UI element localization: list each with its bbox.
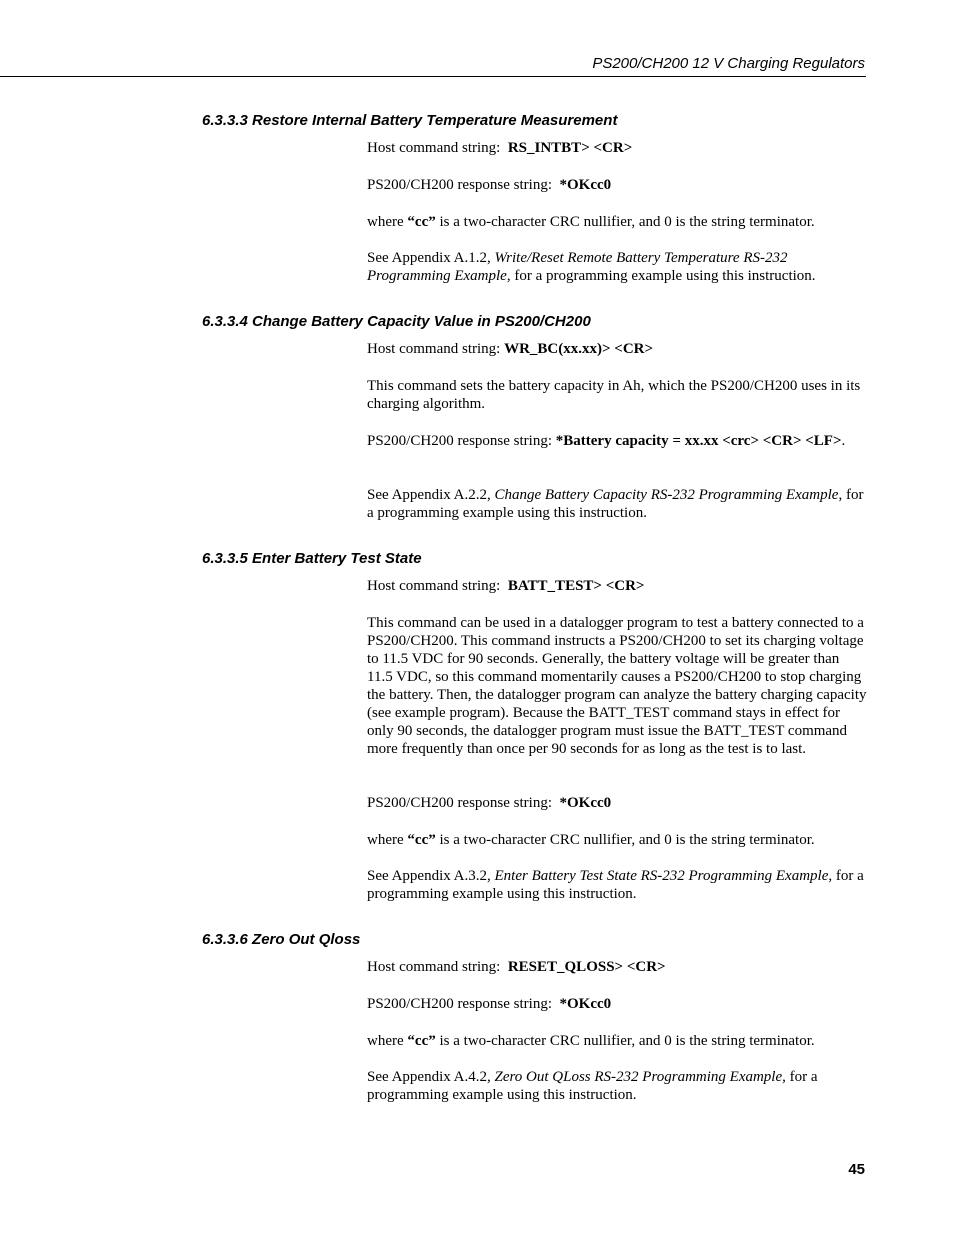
see-appendix-paragraph — [367, 1068, 867, 1104]
where-label: where — [367, 1033, 408, 1049]
response-paragraph — [367, 794, 867, 812]
see-appendix-paragraph — [367, 867, 867, 903]
where-text: is a two-character CRC nullifier, and 0 is the string terminator. — [435, 832, 815, 848]
running-title: PS200/CH200 12 V Charging Regulators — [592, 55, 865, 72]
response-paragraph — [367, 176, 867, 194]
section-heading-6-3-3-6: 6.3.3.6 Zero Out Qloss — [202, 931, 361, 948]
see-appendix-paragraph — [367, 486, 867, 522]
host-command-label: Host command string: — [367, 959, 508, 975]
host-command-label: Host command string: — [367, 578, 508, 594]
where-cc: “cc” — [407, 214, 436, 230]
response-label: PS200/CH200 response string: — [367, 433, 556, 449]
see-appendix-paragraph — [367, 249, 867, 285]
response-paragraph — [367, 995, 867, 1013]
description-paragraph: This command can be used in a datalogger program to test a battery connected to a PS200/CH200. This command instructs a PS200/CH200 to set its charging voltage to 11.5 VDC for 90 seconds. Generally, the battery voltage will be greater than 11.5 VDC, so this command momentarily causes a PS200/CH200 to stop charging the battery. Then, the datalogger program can analyze the battery charging capacity (see example program). Because the BATT_TEST command stays in effect for only 90 seconds, the datalogger program must issue the BATT_TEST command more frequently than once per 90 seconds for as long as the test is to last. — [367, 615, 867, 757]
section-heading-6-3-3-5: 6.3.3.5 Enter Battery Test State — [202, 550, 422, 567]
where-cc: “cc” — [407, 1033, 436, 1049]
where-paragraph — [367, 831, 867, 849]
host-command-paragraph — [367, 958, 867, 976]
response-value: *OKcc0 — [559, 177, 612, 193]
where-paragraph — [367, 1032, 867, 1050]
see-appendix-text: , for a programming example using this instruction. — [506, 268, 816, 284]
response-end: . — [841, 433, 846, 449]
where-text: is a two-character CRC nullifier, and 0 is the string terminator. — [435, 214, 815, 230]
where-label: where — [367, 214, 408, 230]
appendix-title: Write/Reset Remote Battery Temperature RS-232 Programming Example — [367, 250, 788, 284]
where-label: where — [367, 832, 408, 848]
section-heading-6-3-3-4: 6.3.3.4 Change Battery Capacity Value in PS200/CH200 — [202, 313, 591, 330]
response-label: PS200/CH200 response string: — [367, 996, 560, 1012]
host-command-paragraph — [367, 139, 867, 157]
see-appendix-label: See Appendix A.2.2, — [367, 487, 495, 503]
see-appendix-label: See Appendix A.4.2, — [367, 1069, 495, 1085]
host-command-paragraph — [367, 577, 867, 595]
host-command-value: BATT_TEST> <CR> — [507, 578, 645, 594]
host-command-value: RESET_QLOSS> <CR> — [507, 959, 666, 975]
response-value: *OKcc0 — [559, 795, 612, 811]
response-value: *OKcc0 — [559, 996, 612, 1012]
section-heading-6-3-3-3: 6.3.3.3 Restore Internal Battery Temperature Measurement — [202, 112, 618, 129]
appendix-title: Enter Battery Test State RS-232 Programming Example — [494, 868, 829, 884]
see-appendix-text: , for a programming example using this instruction. — [367, 868, 864, 902]
where-text: is a two-character CRC nullifier, and 0 is the string terminator. — [435, 1033, 815, 1049]
see-appendix-text: , for a programming example using this instruction. — [367, 1069, 818, 1103]
response-label: PS200/CH200 response string: — [367, 795, 560, 811]
host-command-label: Host command string: — [367, 140, 508, 156]
header-rule — [0, 76, 866, 77]
page-number: 45 — [848, 1161, 865, 1178]
appendix-title: Change Battery Capacity RS-232 Programming Example — [494, 487, 839, 503]
response-value: *Battery capacity = xx.xx <crc> <CR> <LF> — [555, 433, 842, 449]
host-command-value: WR_BC(xx.xx)> <CR> — [504, 341, 654, 357]
response-label: PS200/CH200 response string: — [367, 177, 560, 193]
description-paragraph: This command sets the battery capacity in Ah, which the PS200/CH200 uses in its charging algorithm. — [367, 378, 861, 412]
where-paragraph — [367, 213, 867, 231]
see-appendix-text: , for a programming example using this instruction. — [367, 487, 864, 521]
see-appendix-label: See Appendix A.3.2, — [367, 868, 495, 884]
host-command-paragraph — [367, 340, 867, 358]
response-paragraph — [367, 432, 867, 450]
appendix-title: Zero Out QLoss RS-232 Programming Example — [494, 1069, 783, 1085]
where-cc: “cc” — [407, 832, 436, 848]
host-command-value: RS_INTBT> <CR> — [507, 140, 633, 156]
see-appendix-label: See Appendix A.1.2, — [367, 250, 495, 266]
host-command-label: Host command string: — [367, 341, 505, 357]
